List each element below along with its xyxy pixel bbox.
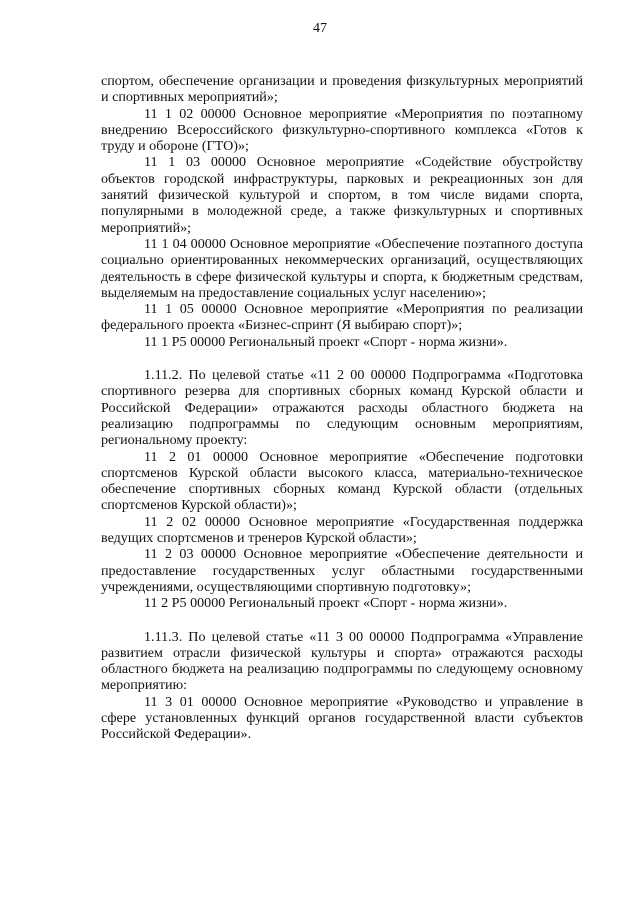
document-body <box>101 73 583 743</box>
paragraph-11-2-p5: 11 2 P5 00000 Региональный проект «Спорт - норма жизни». <box>144 595 508 612</box>
paragraph-11-3-01: 11 3 01 00000 Основное мероприятие «Руководство и управление в сфере установленных функций органов государственной власти субъектов Российской Федерации». <box>101 693 583 743</box>
page-number: 47 <box>313 21 327 36</box>
section-spacer <box>101 612 583 629</box>
paragraph-11-2-03: 11 2 03 00000 Основное мероприятие «Обеспечение деятельности и предоставление государственных услуг областными государственными учреждениями, осуществляющими спортивную подготовку»; <box>101 546 583 595</box>
paragraph-11-2-01: 11 2 01 00000 Основное мероприятие «Обеспечение подготовки спортсменов Курской области высокого класса, материально-техническое обеспечение спортивных сборных команд Курской области (отдельных спортсменов Курской области)»; <box>101 448 583 514</box>
paragraph-11-1-04: 11 1 04 00000 Основное мероприятие «Обеспечение поэтапного доступа социально ориентированных некоммерческих организаций, осуществляющих деятельность в сфере физической культуры и спорта, к бюджетным средствам, выделяемым на предоставление социальных услуг населению»; <box>101 235 583 301</box>
paragraph-11-1-05: 11 1 05 00000 Основное мероприятие «Мероприятия по реализации федерального проекта «Бизнес-спринт (Я выбираю спорт)»; <box>101 301 583 334</box>
section-spacer <box>101 350 583 367</box>
section-1-11-2: 1.11.2. По целевой статье «11 2 00 00000 Подпрограмма «Подготовка спортивного резерва для спортивных сборных команд Курской области и Российской Федерации» отражаются расходы областного бюджета на реализацию подпрограммы по следующим основным мероприятиям, региональному проекту: <box>101 367 583 449</box>
paragraph-11-1-02: 11 1 02 00000 Основное мероприятие «Мероприятия по поэтапному внедрению Всероссийского физкультурно-спортивного комплекса «Готов к труду и обороне (ГТО)»; <box>101 105 583 155</box>
paragraph-continuation: спортом, обеспечение организации и проведения физкультурных мероприятий и спортивных мероприятий»; <box>101 73 583 106</box>
paragraph-11-1-03: 11 1 03 00000 Основное мероприятие «Содействие обустройству объектов городской инфраструктуры, парковых и рекреационных зон для занятий физической культурой и спортом, в том числе видами спорта, популярными в молодежной среде, а также физкультурных и спортивных мероприятий»; <box>101 154 583 236</box>
section-1-11-3: 1.11.3. По целевой статье «11 3 00 00000 Подпрограмма «Управление развитием отрасли физической культуры и спорта» отражаются расходы областного бюджета на реализацию подпрограммы по следующему основному мероприятию: <box>101 628 583 694</box>
paragraph-11-2-02: 11 2 02 00000 Основное мероприятие «Государственная поддержка ведущих спортсменов и тренеров Курской области»; <box>101 513 583 547</box>
paragraph-11-1-p5: 11 1 P5 00000 Региональный проект «Спорт - норма жизни». <box>144 333 508 350</box>
